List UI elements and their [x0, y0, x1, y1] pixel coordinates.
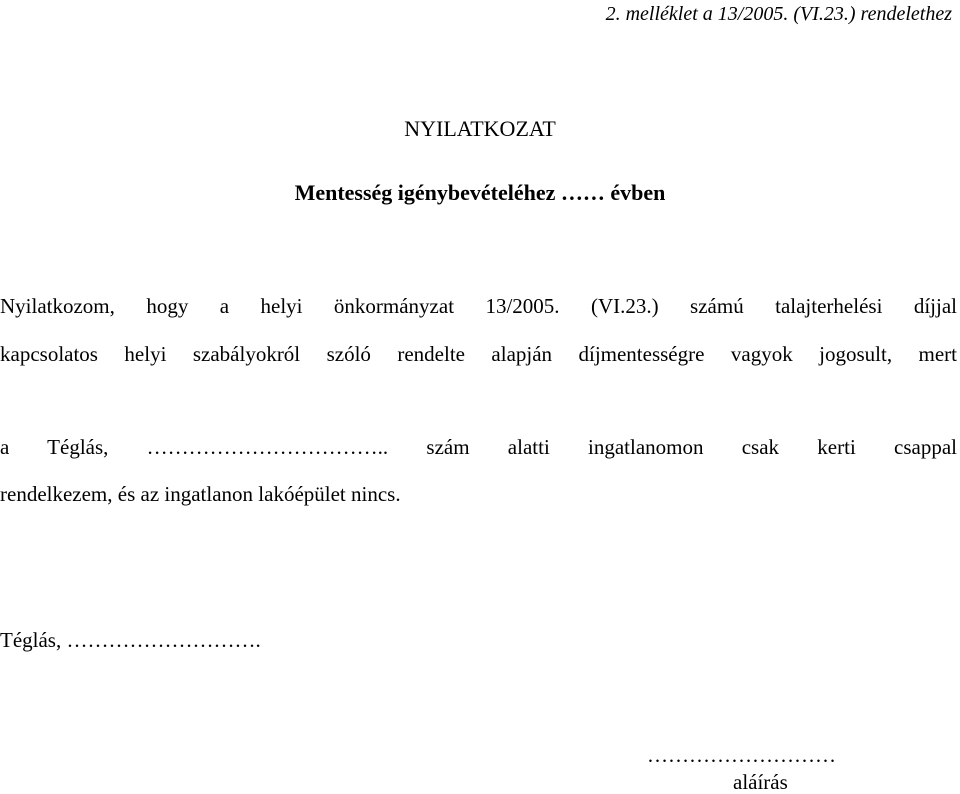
- signature-label: aláírás: [733, 770, 788, 794]
- statement-line-1: Nyilatkozom, hogy a helyi önkormányzat 13/2005. (VI.23.) számú talajterhelési díjjal: [0, 294, 957, 318]
- document-title: NYILATKOZAT: [404, 116, 556, 141]
- signature-line: ………………………: [647, 743, 836, 767]
- reason-line-1: a Téglás, …………………………….. szám alatti ingatlanomon csak kerti csappal: [0, 435, 957, 459]
- reason-line-2: rendelkezem, és az ingatlanon lakóépület nincs.: [0, 482, 401, 506]
- annex-reference: 2. melléklet a 13/2005. (VI.23.) rendelethez: [605, 3, 952, 25]
- statement-line-2: kapcsolatos helyi szabályokról szóló rendelte alapján díjmentességre vagyok jogosult, mert: [0, 342, 957, 366]
- place-date-field: Téglás, ……………………….: [0, 628, 261, 652]
- document-subtitle: Mentesség igénybevételéhez …… évben: [294, 180, 666, 205]
